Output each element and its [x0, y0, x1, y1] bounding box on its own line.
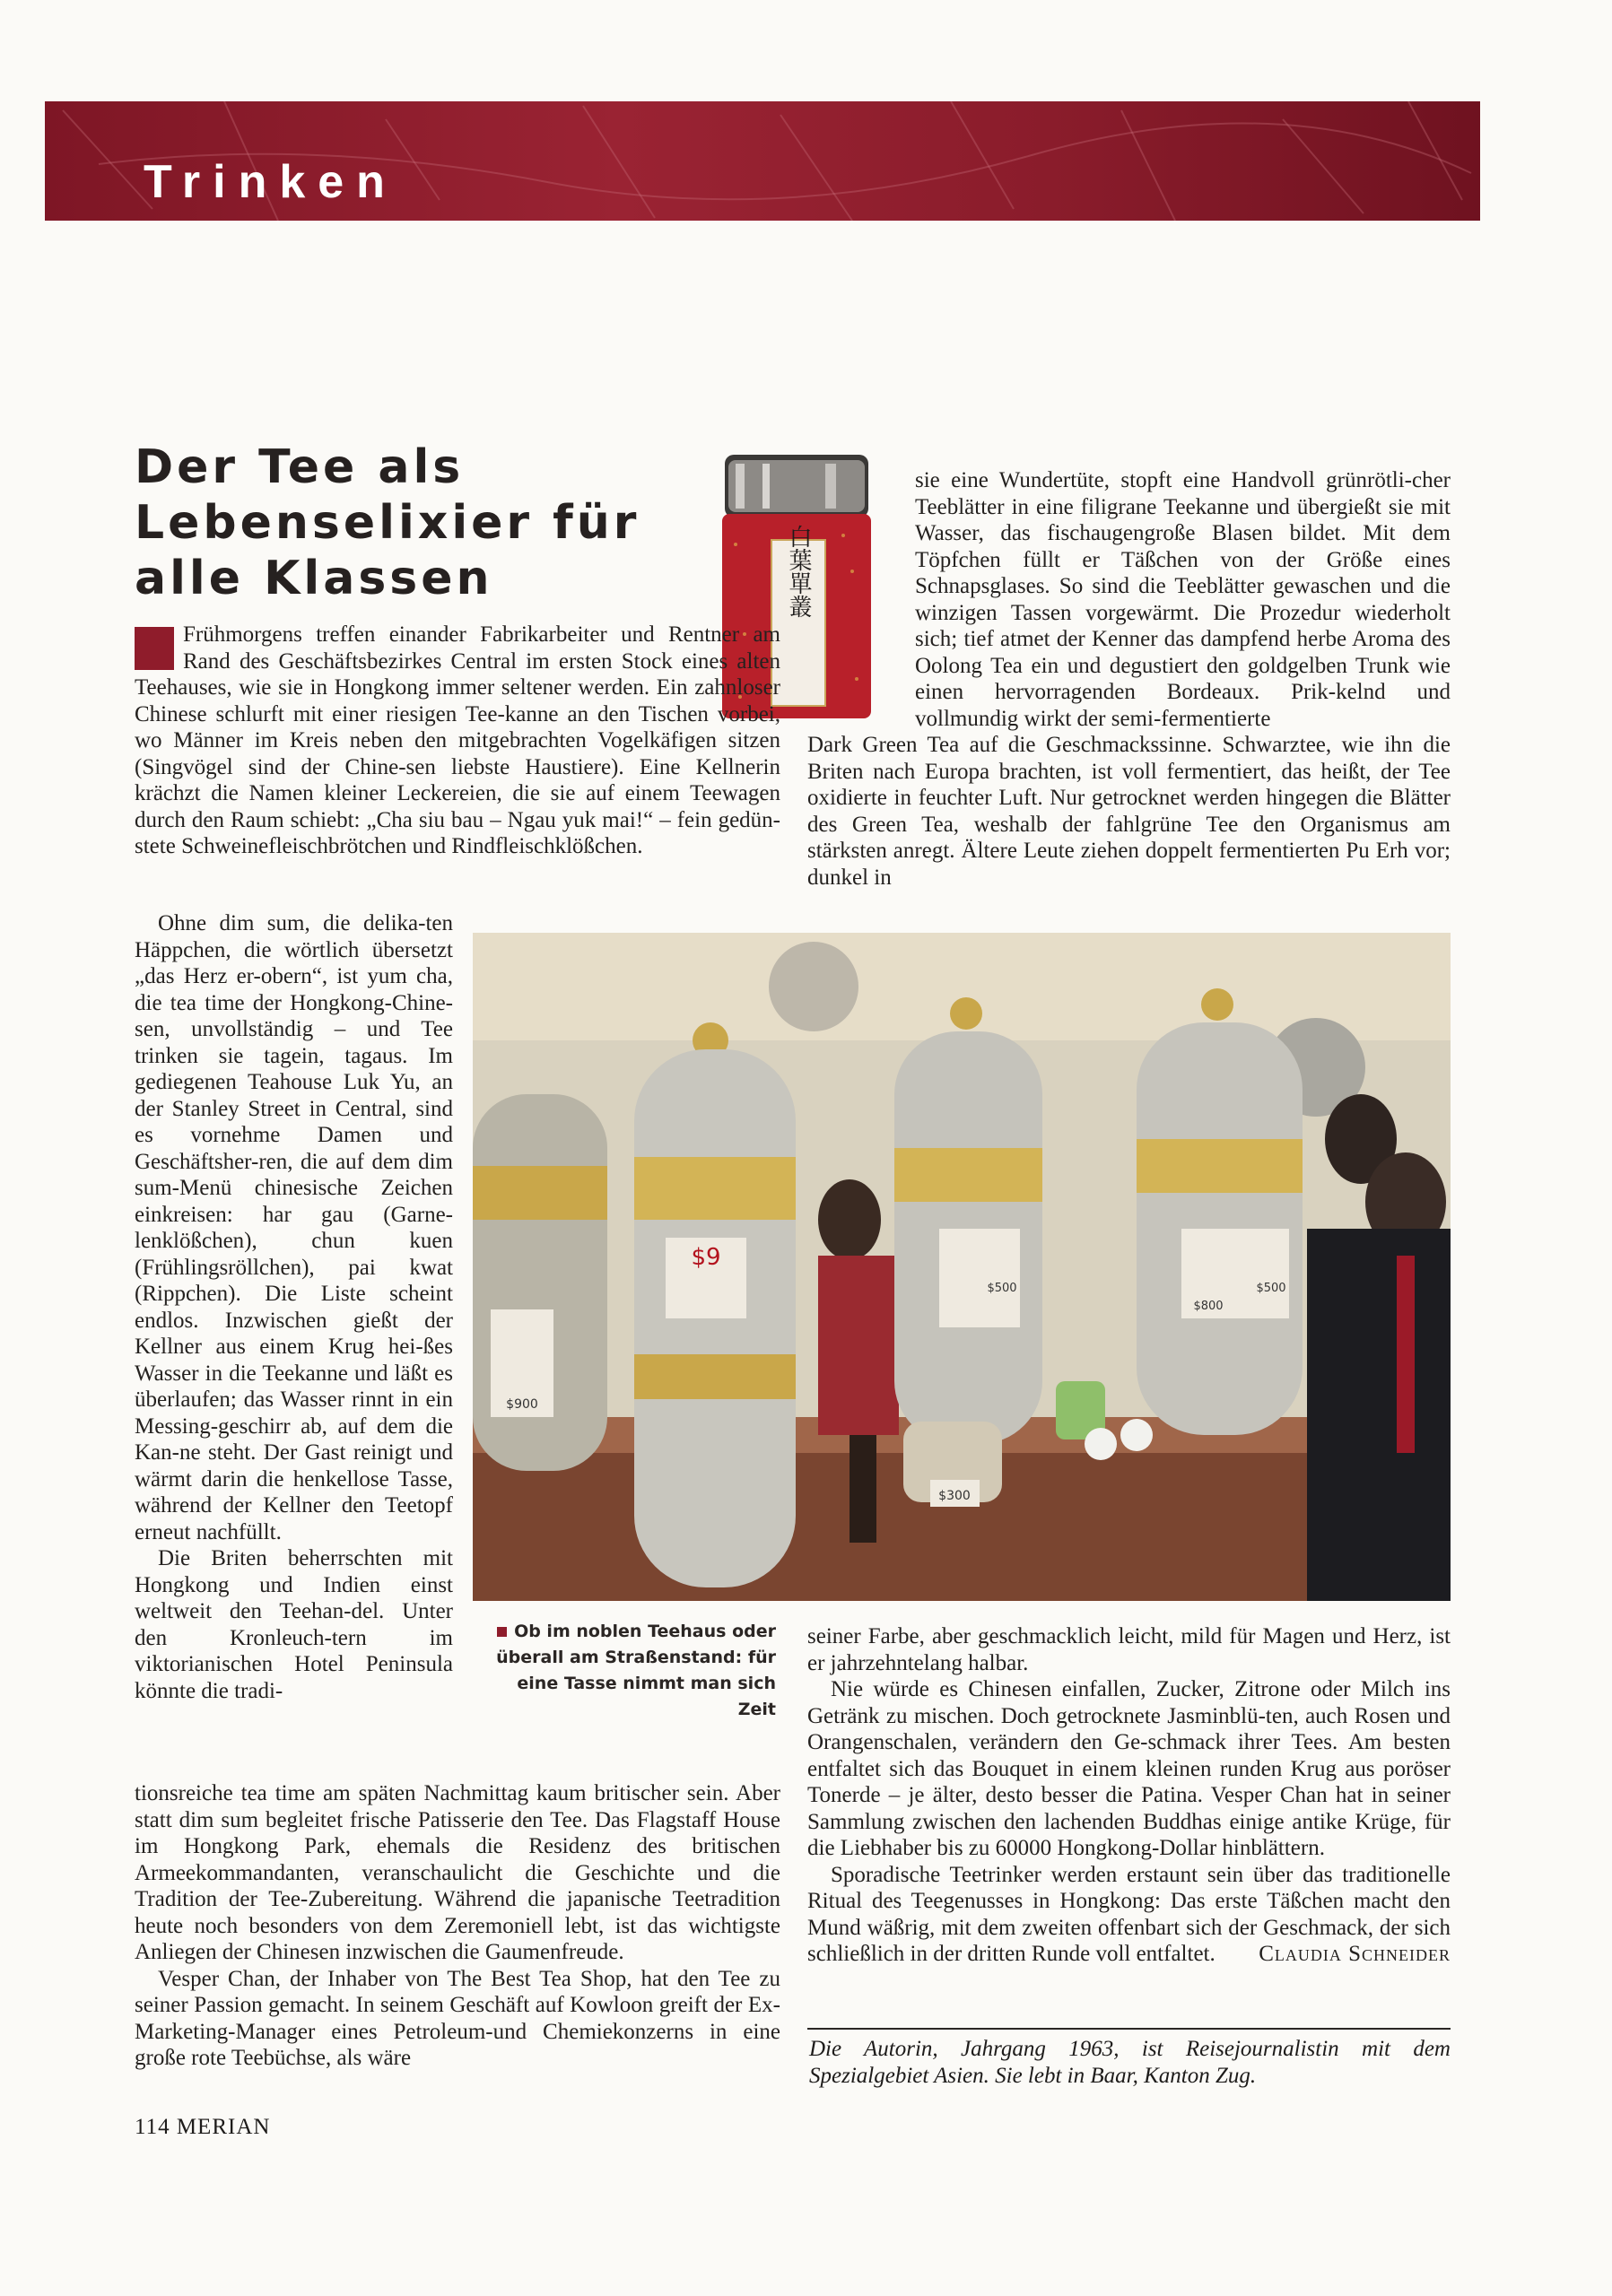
- price-label-6: $300: [938, 1489, 971, 1503]
- caption-text: Ob im noblen Teehaus oder überall am Straßenstand: für eine Tasse nimmt man sich Zeit: [496, 1622, 776, 1719]
- article-headline: Der Tee als Lebenselixier für alle Klassen: [135, 440, 640, 605]
- article-col1-narrow: [135, 910, 453, 1704]
- author-note-rule: [807, 2028, 1451, 2030]
- caption-marker: [497, 1627, 507, 1637]
- price-label-4: $800: [1193, 1300, 1224, 1313]
- price-label-3: $500: [987, 1282, 1017, 1295]
- article-col1-bottom: [135, 1780, 780, 2072]
- page-folio: 114 MERIAN: [135, 2115, 271, 2139]
- paragraph-british-b: tionsreiche tea time am späten Nachmittag kaum britischer sein. Aber statt dim sum begleitet frische Patisserie den Tee. Das Flagstaff House im Hongkong Park, ehemals die Residenz des britischen Armeekommandanten, veranschaulicht die Geschichte und die Tradition der Tee-Zubereitung. Während die japanische Teetradition heute noch besonders von dem Zeremoniell lebt, ist das wichtigste Anliegen der Chinesen inzwischen die Gaumenfreude.: [135, 1781, 780, 1964]
- price-label-1: $9: [691, 1244, 721, 1271]
- dropcap-square: [135, 627, 174, 670]
- section-header-band: [45, 101, 1480, 221]
- article-intro: Frühmorgens treffen einander Fabrikarbeiter und Rentner am Rand des Geschäftsbezirkes Central im ersten Stock eines alten Teehauses, wie sie in Hongkong immer seltener werden. Ein zahnloser Chinese schlurft mit einer riesigen Tee-kanne an den Tischen vorbei, wo Männer im Kreis neben den mitgebrachten Vogelkäfigen sitzen (Singvögel sind der Chine-sen liebste Haustiere). Eine Kellnerin krächzt die Namen kleiner Leckereien, die sie auf einem Teewagen durch den Raum schiebt: „Cha siu bau – Ngau yuk mai!“ – fein gedün-stete Schweinefleischbrötchen und Rindfleischklößchen.: [135, 622, 780, 858]
- paragraph-dim-sum: Ohne dim sum, die delika-ten Häppchen, die wörtlich übersetzt „das Herz er-obern“, ist yum cha, die tea time der Hongkong-Chine-sen, unvollständig – und Tee trinken sie tagein, tagaus. Im gediegenen Teahouse Luk Yu, an der Stanley Street in Central, sind es vornehme Damen und Geschäftsher-ren, die auf dem dim sum-Menü chinesische Zeichen einkreisen: har gau (Garne-lenklößchen), chun kuen (Frühlingsröllchen), pai kwat (Rippchen). Die Liste scheint endlos. Inzwischen gießt der Kellner aus einem Krug hei-ßes Wasser in die Teekanne und läßt es überlaufen; das Wasser rinnt in ein Messing-geschirr ab, auf dem die Kan-ne steht. Der Gast reinigt und wärmt darin die henkellose Tasse, während der Kellner den Teetopf erneut nachfüllt.: [135, 911, 453, 1544]
- paragraph-pu-erh-end: seiner Farbe, aber geschmacklich leicht, mild für Magen und Herz, ist er jahrzehntelang halbar.: [807, 1624, 1451, 1675]
- article-col2-top: [807, 467, 1451, 891]
- article-col2-bottom: [807, 1623, 1451, 1968]
- paragraph-no-sugar: Nie würde es Chinesen einfallen, Zucker, Zitrone oder Milch ins Getränk zu mischen. Doch getrocknete Jasminblü-ten, auch Rosen und Orangenschalen, verändern den Ge-schmack ihrer Tees. Am besten entfaltet sich das Bouquet in einem kleinen runden Krug aus poröser Tonerde – je älter, desto besser die Patina. Vesper Chan hat in seiner Sammlung zwischen den lachenden Buddhas einige antike Krüge, für die Liebhaber bis zu 60000 Hongkong-Dollar hinblättern.: [807, 1677, 1451, 1860]
- paragraph-sporadic: [807, 1862, 1451, 1968]
- paragraph-vesper-chan: Vesper Chan, der Inhaber von The Best Tea Shop, hat den Tee zu seiner Passion gemacht. In seinem Geschäft auf Kowloon greift der Ex-Marketing-Manager eines Petroleum-und Chemiekonzerns in eine große rote Teebüchse, als wäre: [135, 1966, 780, 2070]
- paragraph-tea-types: Dark Green Tea auf die Geschmackssinne. Schwarztee, wie ihn die Briten nach Europa brachten, ist voll fermentiert, das heißt, der Tee oxidierte in feuchter Luft. Nur getrocknet werden hingegen die Blätter des Green Tea, weshalb der fahlgrüne Tee den Organismus am stärksten anregt. Ältere Leute ziehen doppelt fermentierten Pu Erh vor; dunkel in: [807, 733, 1451, 890]
- paragraph-tea-ritual: sie eine Wundertüte, stopft eine Handvoll grünrötli-cher Teeblätter in eine filigrane Teekanne und übergießt sie mit Wasser, das fischaugengroße Blasen bildet. Mit dem Töpfchen füllt er Täßchen von der Größe eines Schnapsglases. So sind die Teeblätter gewaschen und die winzigen Tassen vorgewärmt. Die Prozedur wiederholt sich; tief atmet der Kenner das dampfend herbe Aroma des Oolong Tea ein und degustiert den goldgelben Trunk wie einen hervorragenden Bordeaux. Prik-kelnd und vollmundig wirkt der semi-fermentierte: [915, 468, 1451, 731]
- author-note: Die Autorin, Jahrgang 1963, ist Reisejournalistin mit dem Spezialgebiet Asien. Sie lebt in Baar, Kanton Zug.: [809, 2037, 1451, 2088]
- price-label-2: $900: [506, 1397, 538, 1412]
- section-title: Trinken: [144, 156, 397, 208]
- teahouse-photo: [473, 933, 1451, 1601]
- author-signature: Claudia Schneider: [1259, 1942, 1451, 1966]
- photo-caption: [484, 1619, 776, 1723]
- paragraph-sporadic-text: Sporadische Teetrinker werden erstaunt sein über das traditionelle Ritual des Teegenusses in Hongkong: Das erste Täßchen macht den Mund wäßrig, mit dem zweiten offenbart sich der Geschmack, der sich schließlich in der dritten Runde voll entfaltet.: [807, 1862, 1451, 1966]
- paragraph-british-a: Die Briten beherrschten mit Hongkong und Indien einst weltweit den Teehan-del. Unter den Kronleuch-tern im viktorianischen Hotel Peninsula könnte die tradi-: [135, 1546, 453, 1703]
- tea-can-label-text: 白葉單叢: [785, 525, 812, 618]
- price-label-5: $500: [1256, 1282, 1286, 1295]
- article-col1-top: [135, 622, 780, 860]
